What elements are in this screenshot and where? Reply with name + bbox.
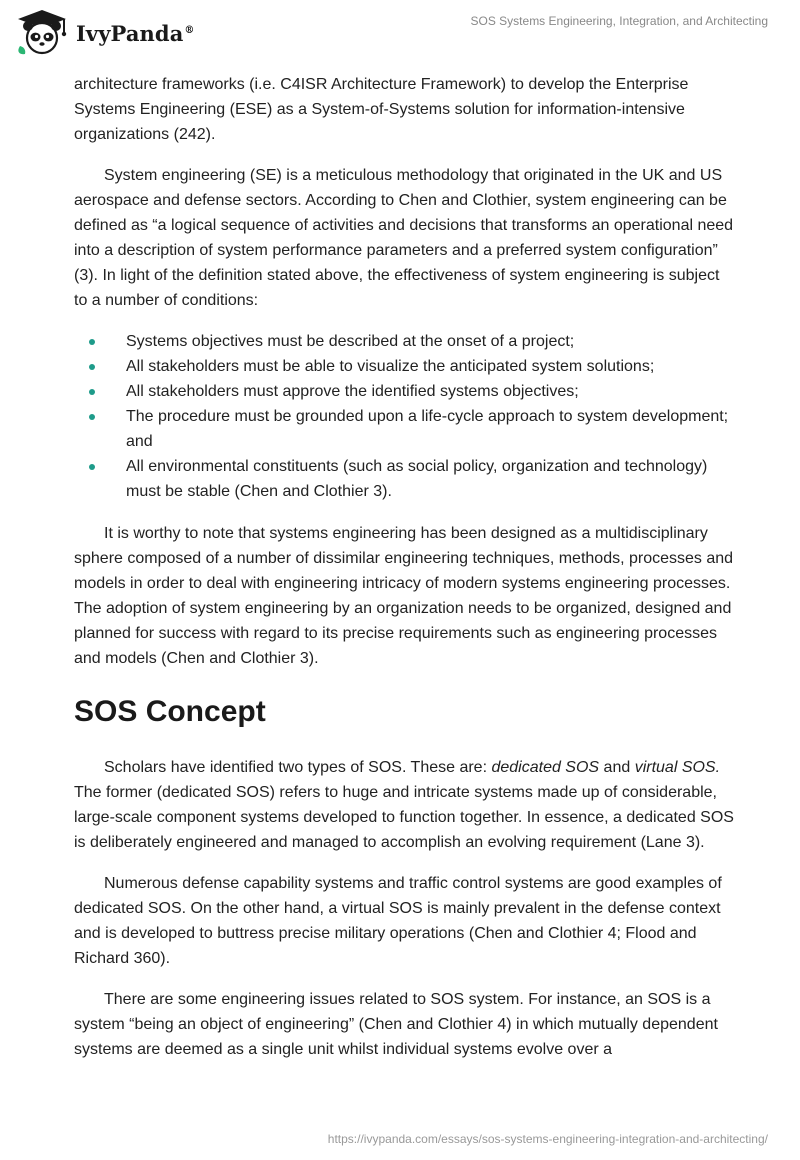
document-title: SOS Systems Engineering, Integration, and Architecting <box>470 14 768 28</box>
ivypanda-logo[interactable] <box>14 8 195 56</box>
list-item: All stakeholders must approve the identified systems objectives; <box>74 379 734 404</box>
bullet-icon <box>89 364 95 370</box>
bullet-icon <box>89 339 95 345</box>
emphasis-virtual-sos: virtual SOS. <box>634 759 721 776</box>
conditions-list <box>74 329 734 504</box>
list-item: The procedure must be grounded upon a life-cycle approach to system development; and <box>74 404 734 454</box>
bullet-icon <box>89 389 95 395</box>
brand-name: IvyPanda® <box>76 20 195 46</box>
paragraph-5: Numerous defense capability systems and traffic control systems are good examples of dedicated SOS. On the other hand, a virtual SOS is mainly prevalent in the defense context and is developed to buttress precise military operations (Chen and Clothier 4; Flood and Richard 360). <box>74 875 722 967</box>
list-item: All environmental constituents (such as social policy, organization and technology) must be stable (Chen and Clothier 3). <box>74 454 734 504</box>
paragraph-4: Scholars have identified two types of SOS. These are: dedicated SOS and virtual SOS. The former (dedicated SOS) refers to huge and intricate systems made up of considerable, large-scale component systems developed to function together. In essence, a dedicated SOS is deliberately engineered and managed to accomplish an evolving requirement (Lane 3). <box>74 759 734 851</box>
paragraph-2: System engineering (SE) is a meticulous methodology that originated in the UK and US aerospace and defense sectors. According to Chen and Clothier, system engineering can be defined as “a logical sequence of activities and decisions that transforms an operational need into a description of system performance parameters and a preferred system configuration” (3). In light of the definition stated above, the effectiveness of system engineering is subject to a number of conditions: <box>74 167 734 309</box>
paragraph-3: It is worthy to note that systems engineering has been designed as a multidisciplinary sphere composed of a number of dissimilar engineering techniques, methods, processes and models in order to deal with engineering intricacy of modern systems engineering processes. The adoption of system engineering by an organization needs to be organized, designed and planned for success with regard to its precise requirements such as engineering processes and models (Chen and Clothier 3). <box>74 525 734 667</box>
bullet-icon <box>89 464 95 470</box>
bullet-icon <box>89 414 95 420</box>
page-header <box>0 0 800 66</box>
panda-graduate-icon <box>14 8 70 56</box>
section-heading: SOS Concept <box>74 695 266 728</box>
essay-content <box>74 72 734 1078</box>
paragraph-6: There are some engineering issues related to SOS system. For instance, an SOS is a system “being an object of engineering” (Chen and Clothier 4) in which mutually dependent systems are deemed as a single unit whilst individual systems evolve over a <box>74 991 718 1058</box>
paragraph-1: architecture frameworks (i.e. C4ISR Architecture Framework) to develop the Enterprise Systems Engineering (ESE) as a System-of-Systems solution for information-intensive organizations (242). <box>74 76 689 143</box>
source-url[interactable]: https://ivypanda.com/essays/sos-systems-engineering-integration-and-architecting/ <box>327 1132 768 1146</box>
emphasis-dedicated-sos: dedicated SOS <box>491 759 600 776</box>
list-item: Systems objectives must be described at the onset of a project; <box>74 329 734 354</box>
list-item: All stakeholders must be able to visualize the anticipated system solutions; <box>74 354 734 379</box>
